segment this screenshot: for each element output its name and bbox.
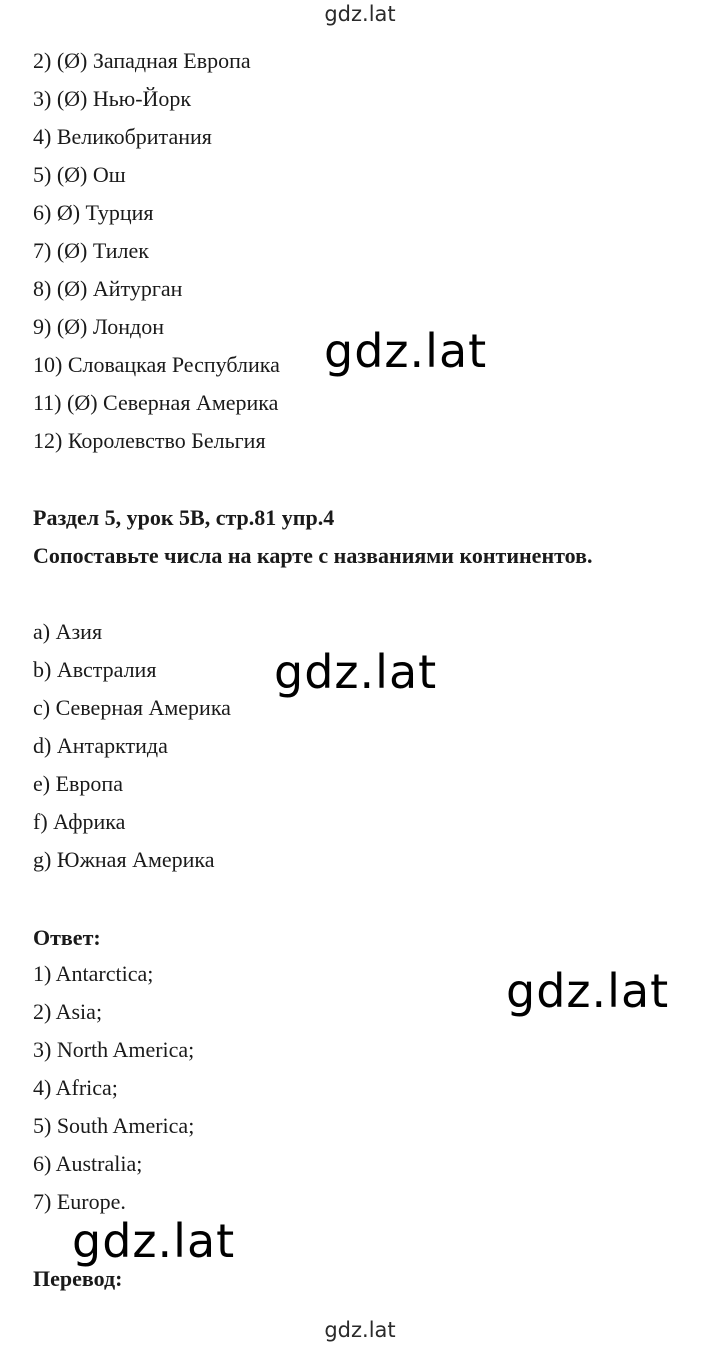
list-item: 11) (Ø) Северная Америка (33, 390, 279, 415)
list-item: 4) Великобритания (33, 124, 212, 149)
answer-item: 1) Antarctica; (33, 961, 154, 986)
answer-label: Ответ: (33, 925, 101, 950)
option-item: g) Южная Америка (33, 847, 215, 872)
section-heading: Раздел 5, урок 5B, стр.81 упр.4 (33, 505, 335, 530)
list-item: 9) (Ø) Лондон (33, 314, 164, 339)
option-item: c) Северная Америка (33, 695, 231, 720)
watermark-stamp: gdz.lat (72, 1214, 236, 1268)
list-item: 2) (Ø) Западная Европа (33, 48, 251, 73)
list-item: 5) (Ø) Ош (33, 162, 126, 187)
watermark-stamp: gdz.lat (506, 964, 670, 1018)
list-item: 8) (Ø) Айтурган (33, 276, 183, 301)
list-item: 10) Словацкая Республика (33, 352, 280, 377)
footer-watermark: gdz.lat (324, 1318, 396, 1342)
option-item: d) Антарктида (33, 733, 168, 758)
answer-item: 6) Australia; (33, 1151, 143, 1176)
list-item: 12) Королевство Бельгия (33, 428, 266, 453)
answer-item: 7) Europe. (33, 1189, 126, 1214)
answer-item: 5) South America; (33, 1113, 195, 1138)
answer-item: 2) Asia; (33, 999, 103, 1024)
translation-label: Перевод: (33, 1266, 123, 1291)
watermark-stamp: gdz.lat (274, 645, 438, 699)
header-watermark: gdz.lat (324, 2, 396, 26)
section-instruction: Сопоставьте числа на карте с названиями континентов. (33, 543, 593, 568)
answer-item: 3) North America; (33, 1037, 195, 1062)
list-item: 6) Ø) Турция (33, 200, 154, 225)
option-item: f) Африка (33, 809, 126, 834)
option-item: e) Европа (33, 771, 123, 796)
option-item: b) Австралия (33, 657, 157, 682)
option-item: a) Азия (33, 619, 103, 644)
list-item: 3) (Ø) Нью-Йорк (33, 86, 192, 111)
list-item: 7) (Ø) Тилек (33, 238, 149, 263)
answer-item: 4) Africa; (33, 1075, 118, 1100)
watermark-stamp: gdz.lat (324, 324, 488, 378)
